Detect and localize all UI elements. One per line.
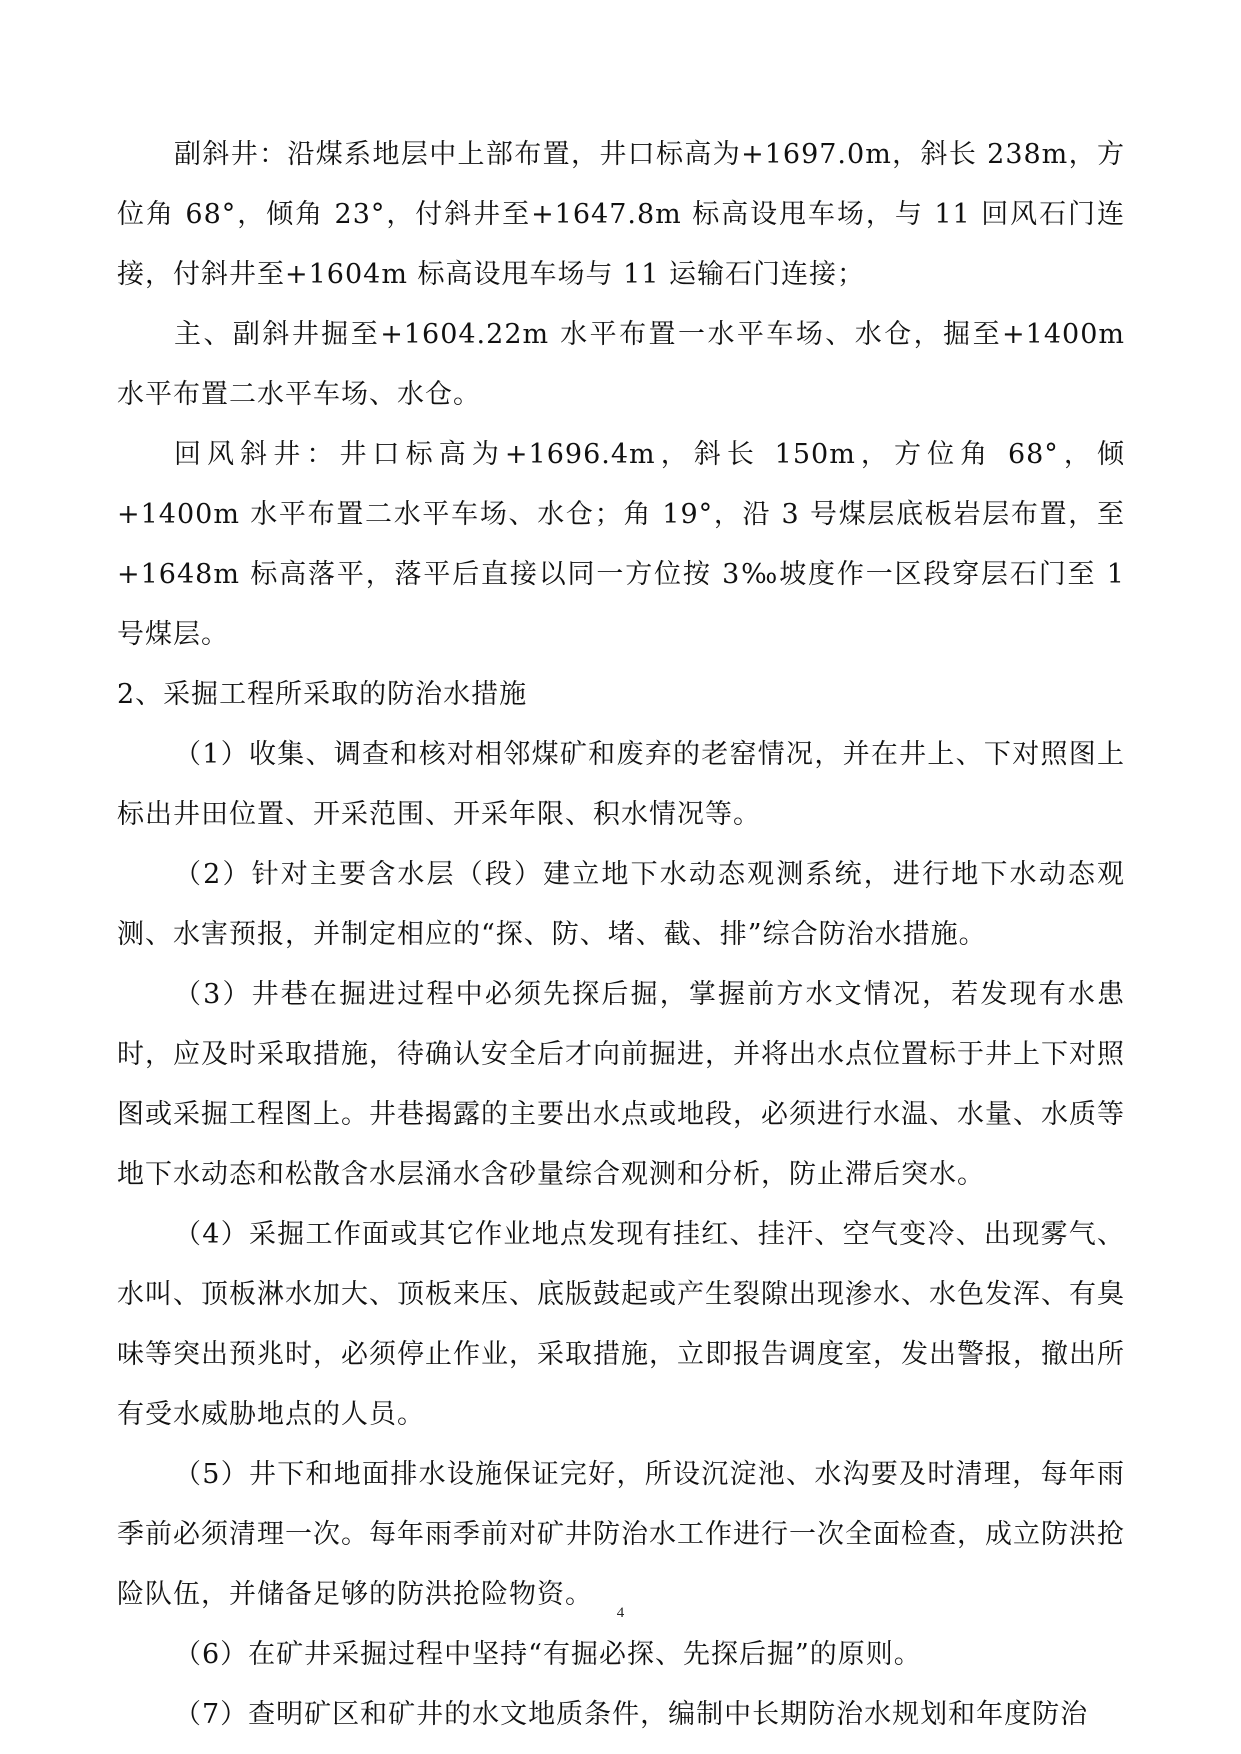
- paragraph-measure-3: （3）井巷在掘进过程中必须先探后掘，掌握前方水文情况，若发现有水患时，应及时采取措施，待确认安全后才向前掘进，并将出水点位置标于井上下对照图或采掘工程图上。井巷揭露的主要出水点或地段，必须进行水温、水量、水质等地下水动态和松散含水层涌水含砂量综合观测和分析，防止滞后突水。: [117, 979, 1125, 1190]
- section-heading-water-prevention: 2、采掘工程所采取的防治水措施: [117, 679, 528, 710]
- document-body: [117, 125, 1125, 1745]
- paragraph-measure-5: （5）井下和地面排水设施保证完好，所设沉淀池、水沟要及时清理，每年雨季前必须清理一次。每年雨季前对矿井防治水工作进行一次全面检查，成立防洪抢险队伍，并储备足够的防洪抢险物资。: [117, 1459, 1125, 1610]
- paragraph-return-air-shaft: 回风斜井：井口标高为+1696.4m，斜长 150m，方位角 68°，倾+1400m 水平布置二水平车场、水仓；角 19°，沿 3 号煤层底板岩层布置，至+1648m 标高落平，落平后直接以同一方位按 3‰坡度作一区段穿层石门至 1 号煤层。: [117, 439, 1125, 650]
- paragraph-measure-6: （6）在矿井采掘过程中坚持“有掘必探、先探后掘”的原则。: [174, 1639, 922, 1670]
- paragraph-measure-1: （1）收集、调查和核对相邻煤矿和废弃的老窑情况，并在井上、下对照图上标出井田位置、开采范围、开采年限、积水情况等。: [117, 739, 1125, 830]
- paragraph-measure-7: （7）查明矿区和矿井的水文地质条件，编制中长期防治水规划和年度防治: [174, 1699, 1089, 1730]
- paragraph-measure-2: （2）针对主要含水层（段）建立地下水动态观测系统，进行地下水动态观测、水害预报，并制定相应的“探、防、堵、截、排”综合防治水措施。: [117, 859, 1125, 950]
- paragraph-main-auxiliary-shaft-levels: 主、副斜井掘至+1604.22m 水平布置一水平车场、水仓，掘至+1400m 水平布置二水平车场、水仓。: [117, 319, 1125, 410]
- paragraph-auxiliary-inclined-shaft: 副斜井：沿煤系地层中上部布置，井口标高为+1697.0m，斜长 238m，方位角 68°，倾角 23°，付斜井至+1647.8m 标高设甩车场，与 11 回风石门连接，付斜井至+1604m 标高设甩车场与 11 运输石门连接；: [117, 139, 1125, 290]
- paragraph-measure-4: （4）采掘工作面或其它作业地点发现有挂红、挂汗、空气变冷、出现雾气、水叫、顶板淋水加大、顶板来压、底版鼓起或产生裂隙出现渗水、水色发浑、有臭味等突出预兆时，必须停止作业，采取措施，立即报告调度室，发出警报，撤出所有受水威胁地点的人员。: [117, 1219, 1125, 1430]
- page-number: 4: [616, 1605, 625, 1621]
